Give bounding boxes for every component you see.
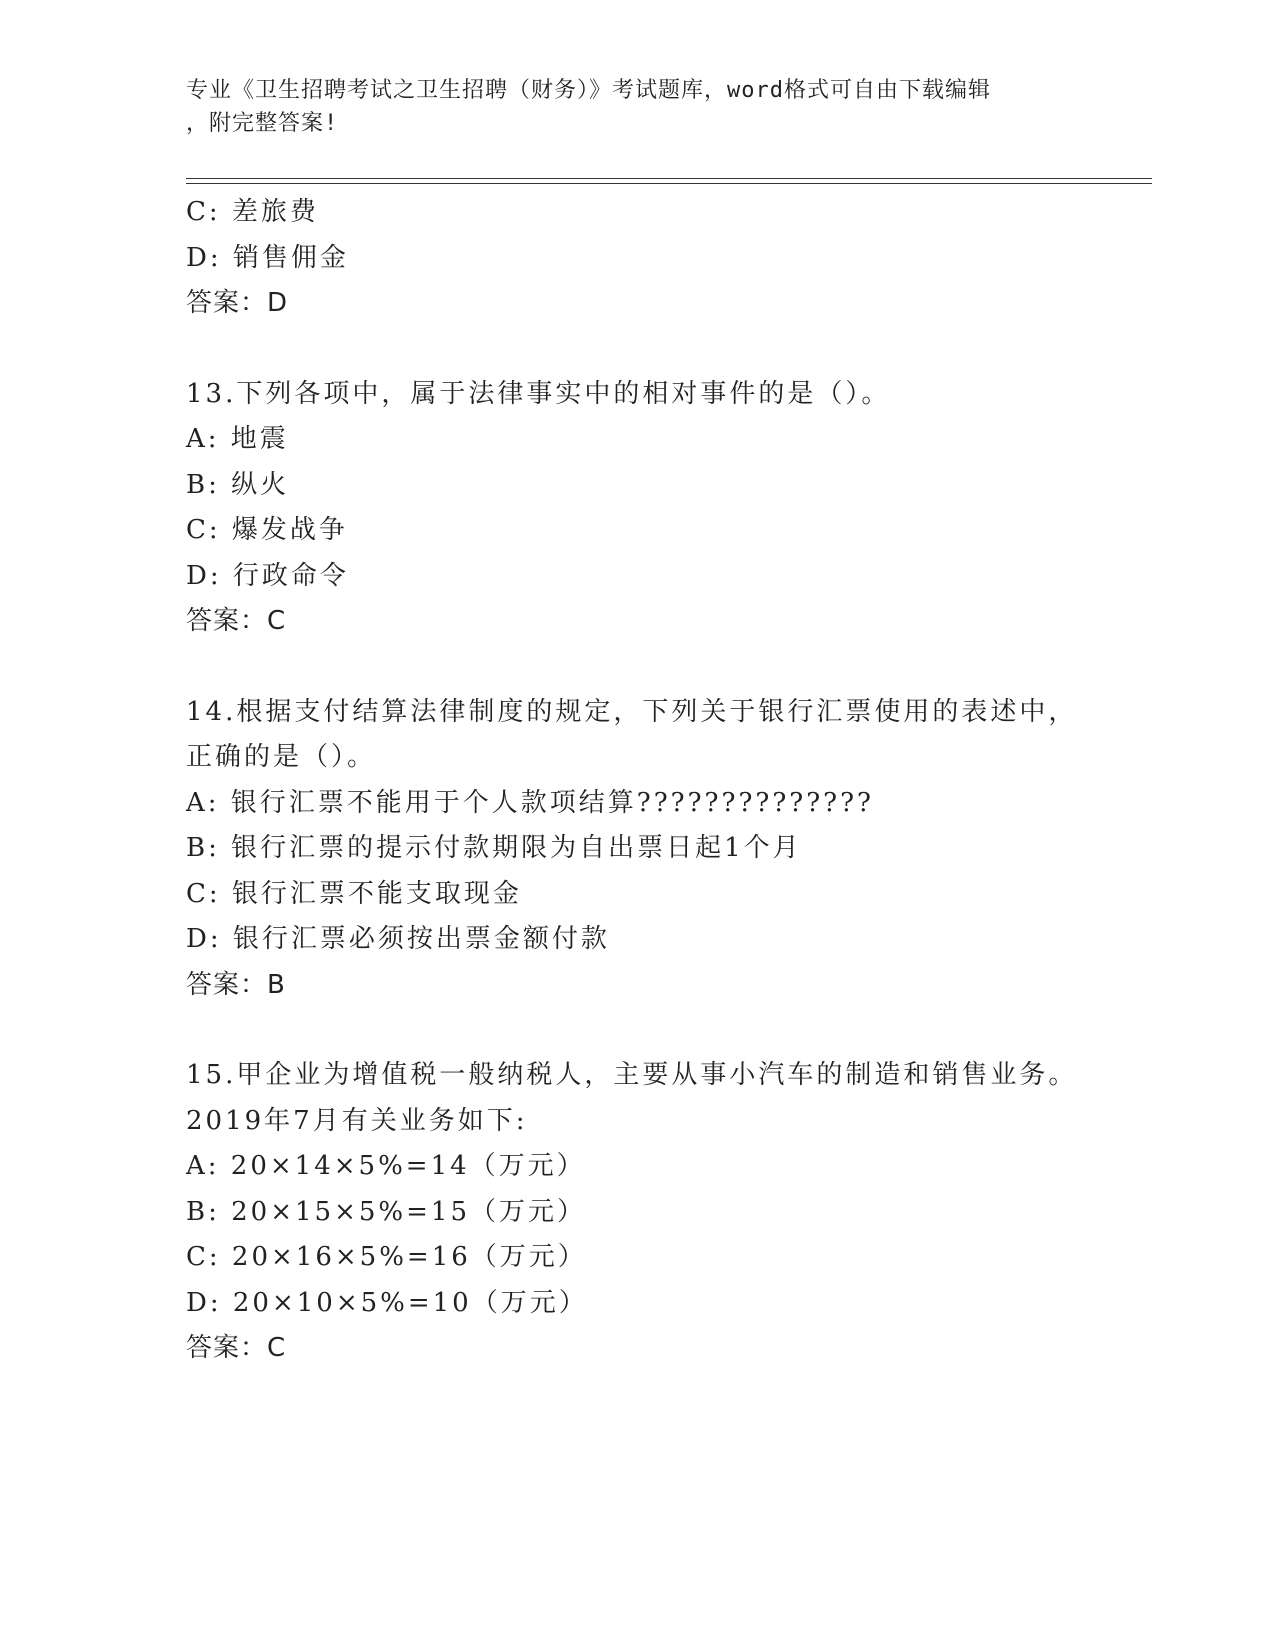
q14-option-b: B: 银行汇票的提示付款期限为自出票日起1个月 <box>186 833 802 863</box>
question-12-tail <box>186 190 1086 327</box>
spacer <box>186 327 1086 372</box>
document-body <box>186 190 1086 1372</box>
q15-option-c: C: 20×16×5%=16（万元） <box>186 1242 587 1272</box>
document-header <box>186 74 1086 140</box>
header-rule-bottom <box>186 183 1152 184</box>
header-line-2: ，附完整答案! <box>186 111 339 136</box>
q15-stem-line-1: 15.甲企业为增值税一般纳税人，主要从事小汽车的制造和销售业务。 <box>186 1060 1078 1090</box>
question-14 <box>186 690 1086 1009</box>
q14-option-c: C: 银行汇票不能支取现金 <box>186 878 522 909</box>
q13-option-d: D: 行政命令 <box>186 560 349 591</box>
q14-option-a: A: 银行汇票不能用于个人款项结算?????????????? <box>186 787 874 818</box>
q15-option-d: D: 20×10×5%=10（万元） <box>186 1287 588 1318</box>
spacer <box>186 645 1086 690</box>
spacer <box>186 1008 1086 1053</box>
q13-option-c: C: 爆发战争 <box>186 515 348 545</box>
question-15 <box>186 1053 1086 1372</box>
q13-stem: 13.下列各项中，属于法律事实中的相对事件的是（）。 <box>186 378 891 409</box>
header-line-1: 专业《卫生招聘考试之卫生招聘（财务）》考试题库，word格式可自由下载编辑 <box>186 78 991 103</box>
q14-option-d: D: 银行汇票必须按出票金额付款 <box>186 924 610 954</box>
q15-option-a: A: 20×14×5%=14（万元） <box>186 1151 586 1181</box>
q15-answer: 答案：C <box>186 1333 287 1363</box>
q13-option-b: B: 纵火 <box>186 469 290 500</box>
q15-option-b: B: 20×15×5%=15（万元） <box>186 1196 586 1227</box>
q14-answer: 答案：B <box>186 969 286 1000</box>
q13-option-a: A: 地震 <box>186 424 289 454</box>
q14-stem-line-2: 正确的是（）。 <box>186 742 377 772</box>
q12-option-c: C: 差旅费 <box>186 197 319 227</box>
q14-stem-line-1: 14.根据支付结算法律制度的规定，下列关于银行汇票使用的表述中， <box>186 696 1078 727</box>
q15-stem-line-2: 2019年7月有关业务如下: <box>186 1105 528 1136</box>
q12-answer: 答案：D <box>186 288 289 318</box>
q12-option-d: D: 销售佣金 <box>186 242 349 273</box>
q13-answer: 答案：C <box>186 606 287 636</box>
header-rule-top <box>186 178 1152 179</box>
question-13 <box>186 372 1086 645</box>
